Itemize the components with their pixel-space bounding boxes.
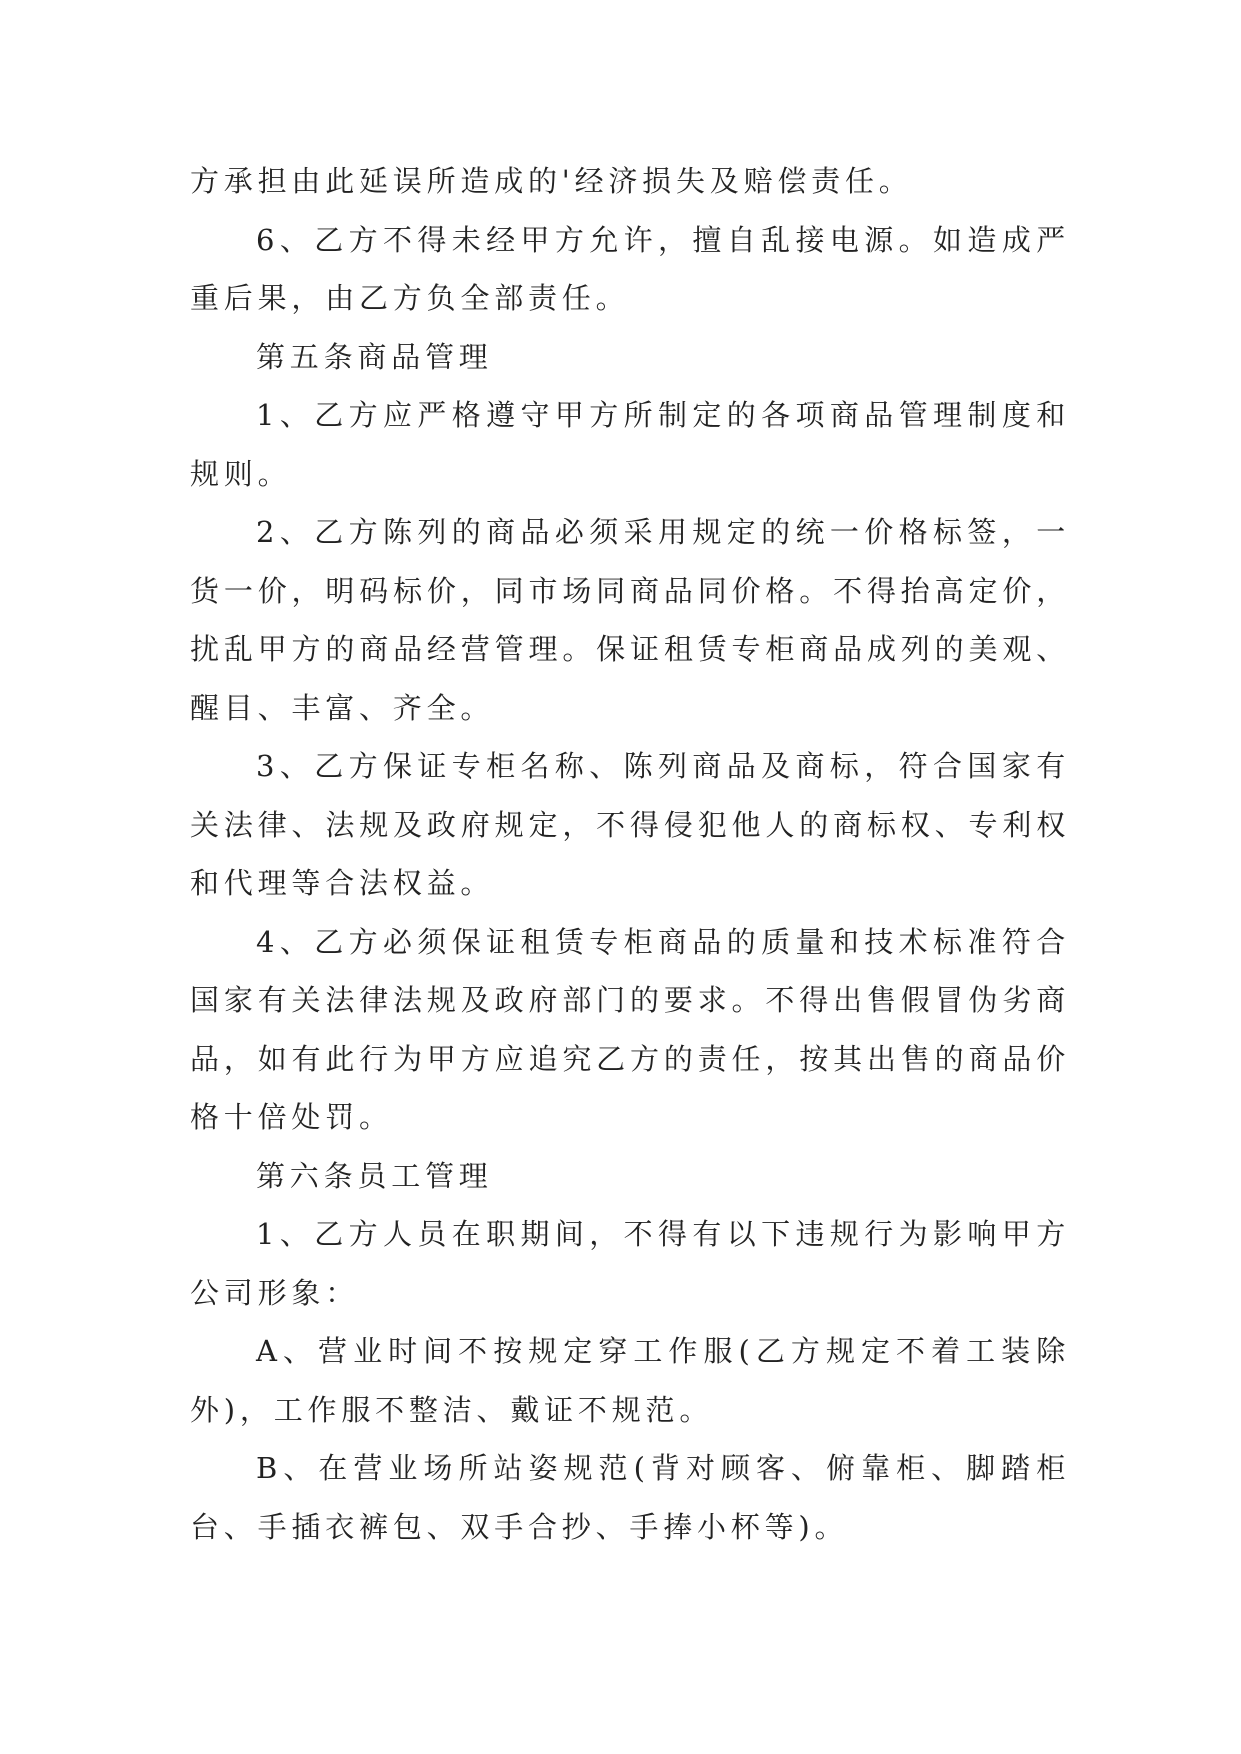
paragraph-clause-5-3: 3、乙方保证专柜名称、陈列商品及商标，符合国家有关法律、法规及政府规定，不得侵犯他人的商标权、专利权和代理等合法权益。 <box>190 749 1070 900</box>
paragraph-clause-6-1: 1、乙方人员在职期间，不得有以下违规行为影响甲方公司形象： <box>190 1217 1070 1310</box>
document-body <box>190 152 1070 1556</box>
paragraph-clause-5-1: 1、乙方应严格遵守甲方所制定的各项商品管理制度和规则。 <box>190 398 1070 491</box>
paragraph-continuation: 方承担由此延误所造成的'经济损失及赔偿责任。 <box>190 164 913 198</box>
section-heading-article-5: 第五条商品管理 <box>256 339 493 374</box>
paragraph-item-a: A、营业时间不按规定穿工作服(乙方规定不着工装除外)，工作服不整洁、戴证不规范。 <box>190 1334 1070 1427</box>
paragraph-clause-4-6: 6、乙方不得未经甲方允许，擅自乱接电源。如造成严重后果，由乙方负全部责任。 <box>190 222 1070 315</box>
section-heading-article-6: 第六条员工管理 <box>256 1158 493 1193</box>
paragraph-clause-5-2: 2、乙方陈列的商品必须采用规定的统一价格标签，一货一价，明码标价，同市场同商品同价格。不得抬高定价，扰乱甲方的商品经营管理。保证租赁专柜商品成列的美观、醒目、丰富、齐全。 <box>190 515 1070 725</box>
paragraph-item-b: B、在营业场所站姿规范(背对顾客、俯靠柜、脚踏柜台、手插衣裤包、双手合抄、手捧小杯等)。 <box>190 1451 1070 1544</box>
paragraph-clause-5-4: 4、乙方必须保证租赁专柜商品的质量和技术标准符合国家有关法律法规及政府部门的要求。不得出售假冒伪劣商品，如有此行为甲方应追究乙方的责任，按其出售的商品价格十倍处罚。 <box>190 924 1070 1134</box>
